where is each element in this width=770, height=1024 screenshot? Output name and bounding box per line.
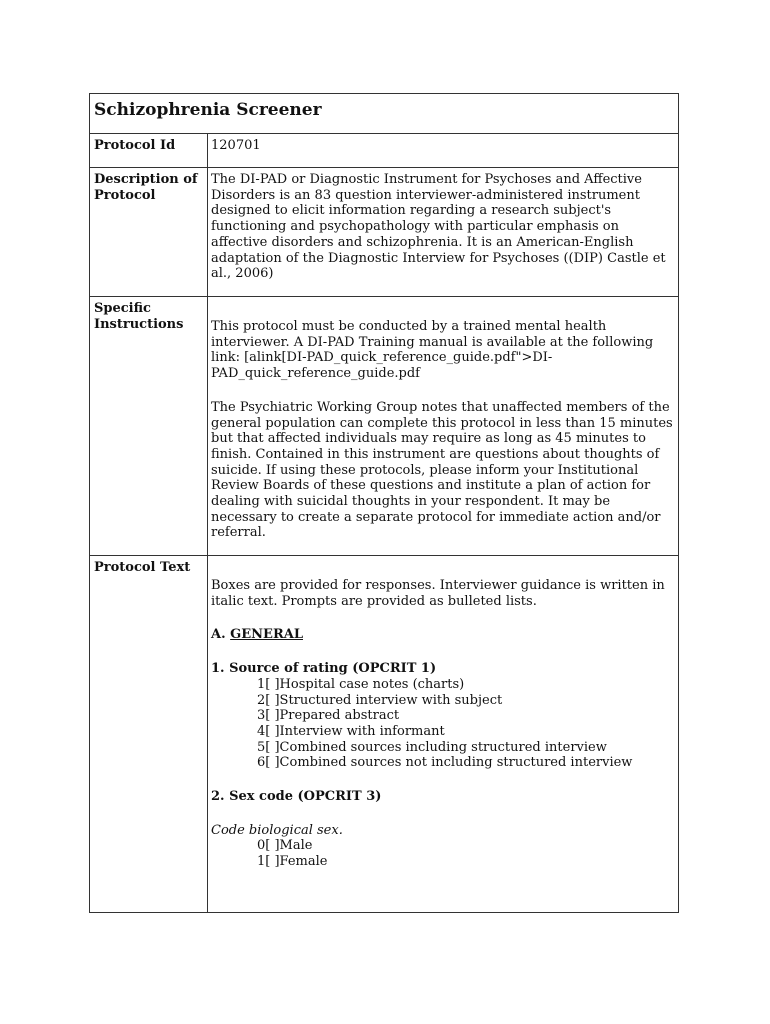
protocol-text-row [90, 556, 678, 912]
protocol-table [89, 93, 679, 913]
question-2-heading: 2. Sex code (OPCRIT 3) [211, 789, 382, 805]
description-text: The DI-PAD or Diagnostic Instrument for Psychoses and Affective Disorders is an 83 question interviewer-administered instrument designed to elicit information regarding a research subject's functioning and psychopathology with particular emphasis on affective disorders and schizophrenia. It is an American-English adaptation of the Diagnostic Interview for Psychoses ((DIP) Castle et al., 2006) [211, 172, 666, 282]
description-label: Description of Protocol [90, 168, 208, 296]
specific-instructions-para-2: The Psychiatric Working Group notes that unaffected members of the general population can complete this protocol in less than 15 minutes but that affected individuals may require as long as 45 minutes to finish. Contained in this instrument are questions about thoughts of suicide. If using these protocols, please inform your Institutional Review Boards of these questions and institute a plan of action for dealing with suicidal thoughts in your respondent. It may be necessary to create a separate protocol for immediate action and/or referral. [211, 399, 673, 541]
list-item: 1[ ]Hospital case notes (charts) [257, 676, 465, 692]
title-row [90, 94, 678, 134]
question-2-options [211, 838, 674, 869]
list-item: 6[ ]Combined sources not including structured interview [257, 755, 633, 771]
protocol-text-label: Protocol Text [90, 556, 208, 912]
specific-instructions-content [208, 297, 678, 555]
section-a-title: GENERAL [230, 627, 303, 643]
section-a-heading [211, 627, 674, 643]
question-1-options [211, 677, 674, 771]
section-a-prefix: A. [211, 627, 231, 643]
protocol-id-row [90, 134, 678, 168]
question-1-heading: 1. Source of rating (OPCRIT 1) [211, 661, 437, 677]
list-item: 3[ ]Prepared abstract [257, 708, 400, 724]
question-2-guidance: Code biological sex. [211, 822, 343, 838]
specific-instructions-para-1: This protocol must be conducted by a trained mental health interviewer. A DI-PAD Training manual is available at the following link: [alink[DI-PAD_quick_reference_guide.pdf">DI-PAD_quick_reference_guide.pdf [211, 319, 654, 382]
specific-instructions-label: Specific Instructions [90, 297, 208, 555]
list-item: 5[ ]Combined sources including structured interview [257, 739, 607, 755]
list-item: 2[ ]Structured interview with subject [257, 692, 503, 708]
list-item: 4[ ]Interview with informant [257, 723, 445, 739]
specific-instructions-row [90, 297, 678, 556]
list-item: 1[ ]Female [257, 854, 328, 870]
description-row [90, 168, 678, 297]
protocol-id-value: 120701 [211, 138, 261, 153]
document-title: Schizophrenia Screener [94, 100, 322, 120]
list-item: 0[ ]Male [257, 838, 313, 854]
protocol-text-intro: Boxes are provided for responses. Interviewer guidance is written in italic text. Prompts are provided as bulleted lists. [211, 578, 665, 609]
protocol-id-label: Protocol Id [90, 134, 208, 167]
protocol-text-content [208, 556, 678, 912]
